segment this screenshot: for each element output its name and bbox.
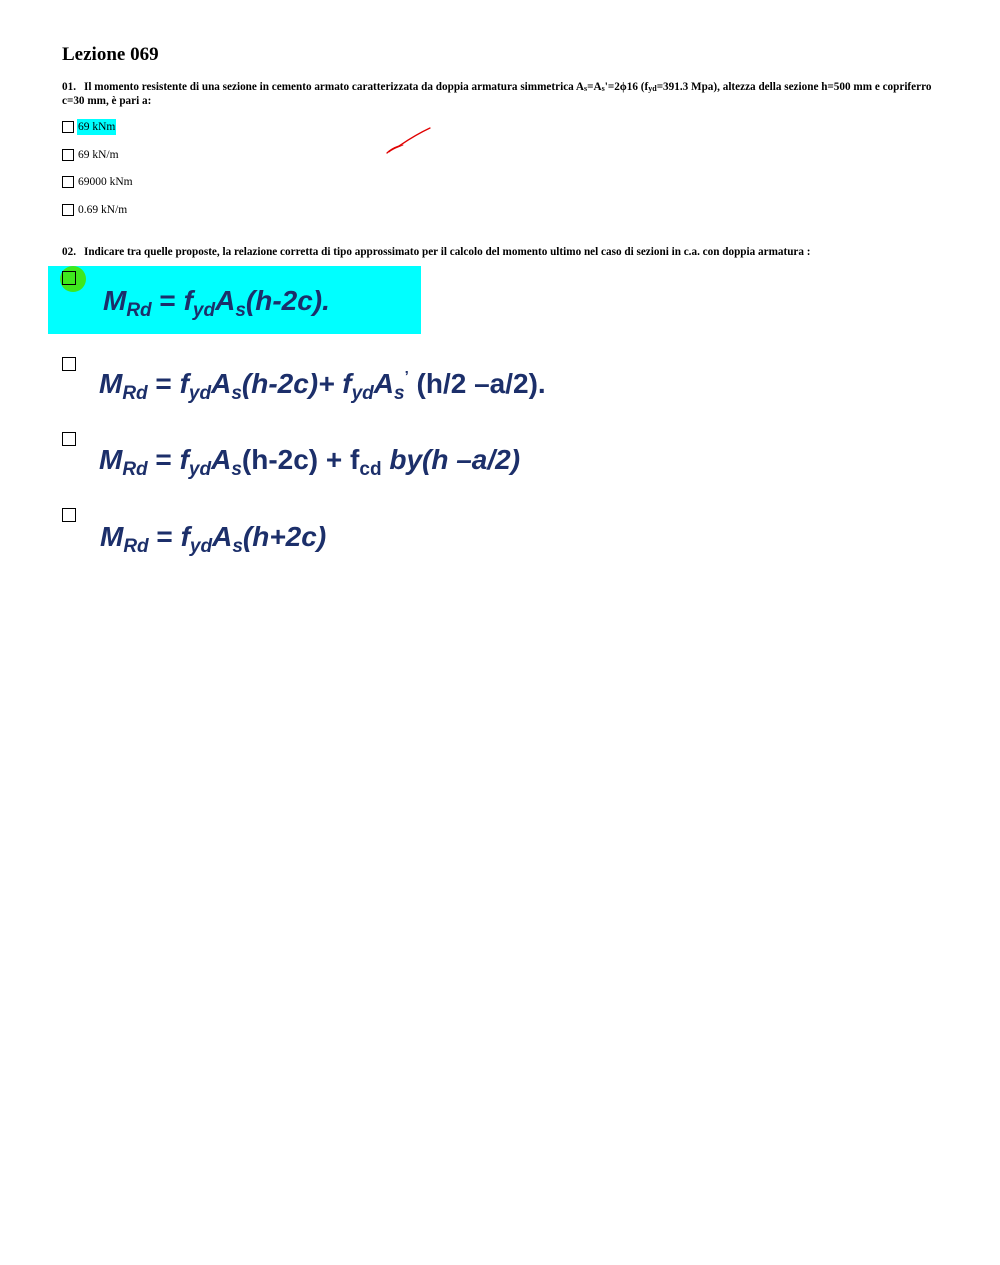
option-checkbox[interactable] [62, 121, 74, 133]
question-1-option-2[interactable] [62, 147, 120, 163]
option-label-highlighted: 69 kNm [78, 121, 116, 133]
option-label: 69 kN/m [78, 149, 119, 161]
question-1-option-4[interactable] [62, 202, 128, 218]
option-checkbox[interactable] [62, 149, 74, 161]
option-label: 69000 kNm [78, 176, 133, 188]
question-1-text: 01. Il momento resistente di una sezione in cemento armato caratterizzata da doppia armatura simmetrica $A_s=A_s'=2\phi 16$ ($f_{yd}=391.3$ Mpa), altezza della sezione h=500 mm e copriferro c=30 mm, è pari a: [62, 81, 932, 107]
question-1-number: 01. [62, 81, 76, 93]
formula-option-2-checkbox[interactable] [62, 357, 76, 371]
formula-option-1-checkbox[interactable] [62, 271, 76, 285]
question-2-text: 02. Indicare tra quelle proposte, la relazione corretta di tipo approssimato per il calcolo del momento ultimo nel caso di sezioni in c.a. con doppia armatura : [62, 246, 811, 258]
formula-option-4-checkbox[interactable] [62, 508, 76, 522]
formula-option-3: $M_{Rd} = f_{yd}A_s(h-2c) + f_{cd}$ by(h –a/2) [99, 444, 521, 480]
formula-option-4: $M_{Rd} = f_{yd}A_s(h+2c)$ [100, 521, 327, 557]
option-checkbox[interactable] [62, 176, 74, 188]
question-1-option-3[interactable] [62, 174, 134, 190]
question-2-number: 02. [62, 246, 76, 258]
pen-checkmark-icon [385, 126, 435, 158]
lesson-title: Lezione 069 [62, 44, 159, 65]
formula-option-3-checkbox[interactable] [62, 432, 76, 446]
formula-option-2: $M_{Rd} = f_{yd}A_s(h-2c)+ f_{yd}A_s^’$ (h/2 –a/2). [99, 368, 546, 404]
formula-option-1: $M_{Rd} = f_{yd}A_s(h-2c)$. [103, 285, 330, 321]
option-label: 0.69 kN/m [78, 204, 128, 216]
question-1-option-1[interactable] [62, 119, 116, 135]
option-checkbox[interactable] [62, 204, 74, 216]
